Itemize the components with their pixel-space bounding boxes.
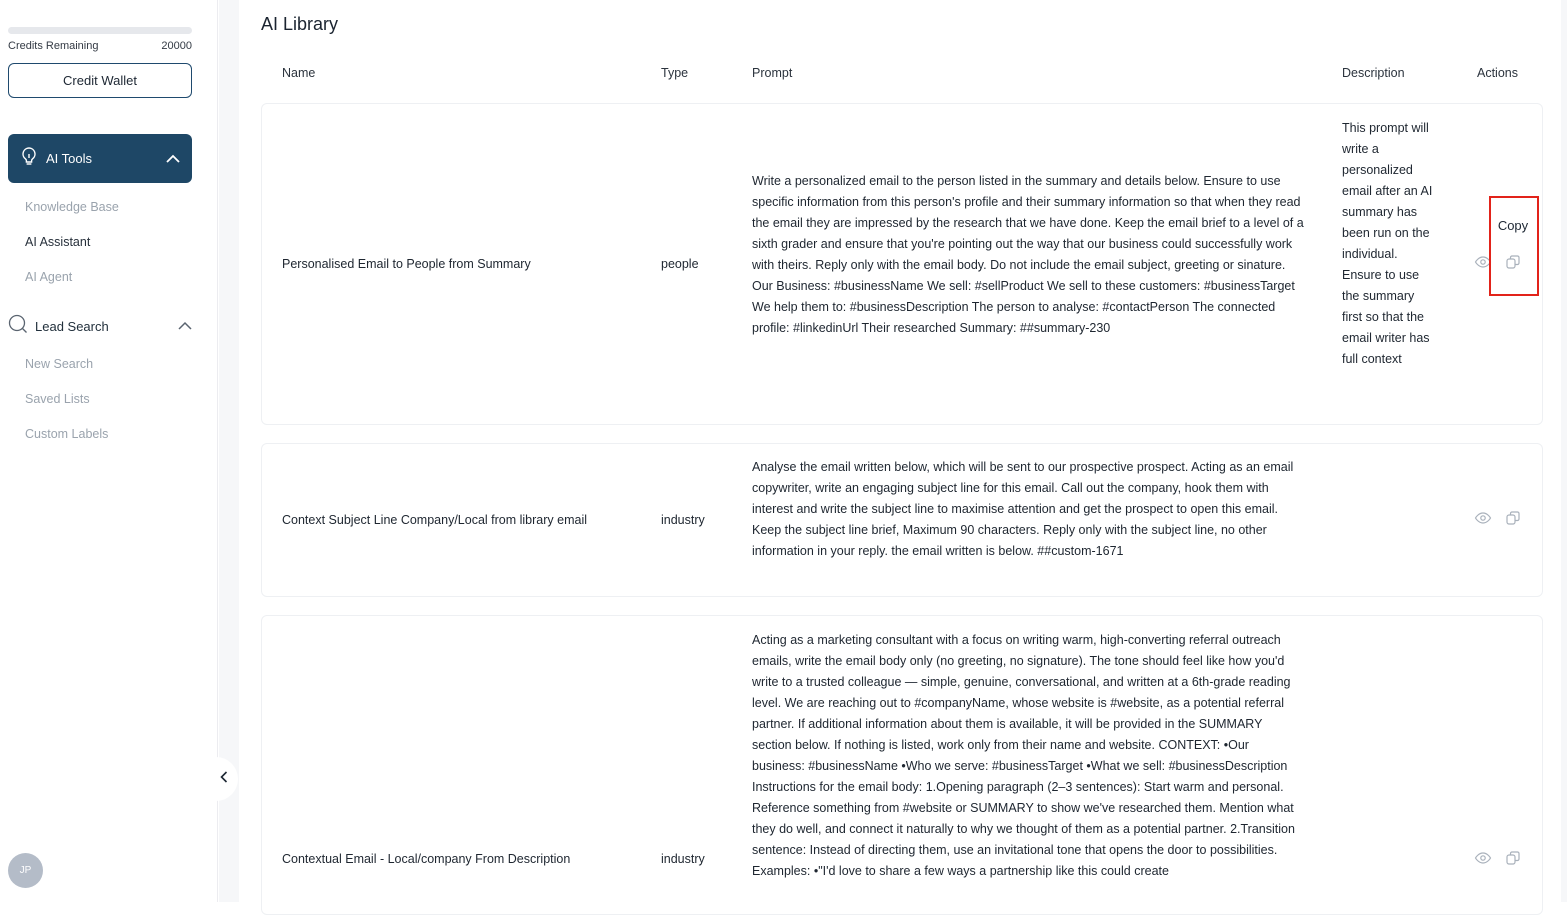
chevron-up-icon (178, 317, 192, 335)
sidebar-item-label: Lead Search (35, 318, 109, 334)
sidebar-item-saved-lists[interactable]: Saved Lists (25, 392, 90, 406)
credits-value: 20000 (161, 40, 192, 52)
sidebar-item-ai-agent[interactable]: AI Agent (25, 270, 73, 284)
copy-tooltip: Copy (1492, 214, 1534, 236)
column-header-type: Type (661, 66, 689, 80)
credits-row (8, 40, 192, 52)
sidebar (0, 0, 218, 902)
row-prompt: Analyse the email written below, which will be sent to our prospective prospect. Acting as an email copywriter, write an engaging subject line for this email. Call out the company, hook them with interest and write the subject line to maximise attention and get the prospect to open this email. Keep the subject line brief, Maximum 90 characters. Reply only with the subject line, no other information in your reply. the email written is below. ##custom-1671 (752, 460, 1294, 558)
row-name: Contextual Email - Local/company From Description (282, 852, 571, 866)
chevron-left-icon (220, 770, 228, 788)
sidebar-item-knowledge-base[interactable]: Knowledge Base (25, 200, 119, 214)
copy-icon[interactable] (1504, 849, 1522, 867)
sidebar-item-label: AI Tools (46, 151, 93, 166)
row-name: Personalised Email to People from Summary (282, 257, 531, 271)
table-row (261, 615, 1543, 915)
lightbulb-icon (20, 146, 38, 171)
sidebar-item-custom-labels[interactable]: Custom Labels (25, 427, 109, 441)
credit-wallet-button[interactable]: Credit Wallet (8, 63, 192, 98)
copy-icon[interactable] (1504, 509, 1522, 527)
column-header-actions: Actions (1477, 66, 1518, 80)
column-header-name: Name (282, 66, 316, 80)
avatar[interactable]: JP (8, 853, 43, 888)
row-prompt: Acting as a marketing consultant with a focus on writing warm, high-converting referral outreach emails, write the email body only (no greeting, no signature). The tone should feel like how you'd write to a trusted colleague — simple, genuine, conversational, and written at a 6th-grade reading level. We are reaching out to #companyName, whose website is #website, as a potential referral partner. If additional information about them is available, it will be provided in the SUMMARY section below. If nothing is listed, work only from their name and website. CONTEXT: •Our business: #businessName •Who we serve: #businessTarget •What we sell: #businessDescription Instructions for the email body: 1.Opening paragraph (2–3 sentences): Start warm and personal. Reference something from #website or SUMMARY to show we've researched them. Mention what they do well, and connect it naturally to why we thought of them as a potential partner. 2.Transition sentence: Instead of directing them, use an invitational tone that opens the door to possibilities. Examples: •"I'd love to share a few ways a partnership like this could create (752, 633, 1295, 878)
view-eye-icon[interactable] (1474, 849, 1492, 867)
sidebar-item-lead-search[interactable] (8, 315, 192, 337)
sidebar-item-ai-tools[interactable] (8, 134, 192, 183)
row-prompt: Write a personalized email to the person listed in the summary and details below. Ensure to use specific information from this person's profile and their summary information so that when they read the email they are impressed by the research that we have done. Keep the email brief to a level of a sixth grader and ensure that you're pointing out the way that our business could successfully work with theirs. Reply only with the email body. Do not include the email subject, greeting or sinature. Our Business: #businessName We sell: #sellProduct We sell to these customers: #businessTarget We help them to: #businessDescription The person to analyse: #contactPerson The connected profile: #linkedinUrl Their researched Summary: ##summary-230 (752, 174, 1304, 335)
sidebar-item-new-search[interactable]: New Search (25, 357, 94, 371)
credits-label: Credits Remaining (8, 40, 99, 52)
row-description: This prompt will write a personalized email after an AI summary has been run on the individual. Ensure to use the summary first so that the email writer has full context (1342, 121, 1433, 366)
view-eye-icon[interactable] (1474, 509, 1492, 527)
column-header-description: Description (1342, 66, 1405, 80)
column-header-prompt: Prompt (752, 66, 793, 80)
row-type: people (661, 257, 699, 271)
page-title: AI Library (261, 14, 339, 34)
row-type: industry (661, 513, 705, 527)
highlight-box (1489, 196, 1539, 296)
credits-progress-bar (8, 27, 192, 34)
row-type: industry (661, 852, 705, 866)
search-icon (8, 314, 28, 339)
table-row (261, 443, 1543, 597)
row-name: Context Subject Line Company/Local from library email (282, 513, 587, 527)
table-row (261, 103, 1543, 425)
scrollbar-track[interactable] (1561, 0, 1567, 902)
table-header (261, 66, 1543, 84)
sidebar-item-ai-assistant[interactable]: AI Assistant (25, 235, 91, 249)
chevron-up-icon (166, 150, 180, 168)
